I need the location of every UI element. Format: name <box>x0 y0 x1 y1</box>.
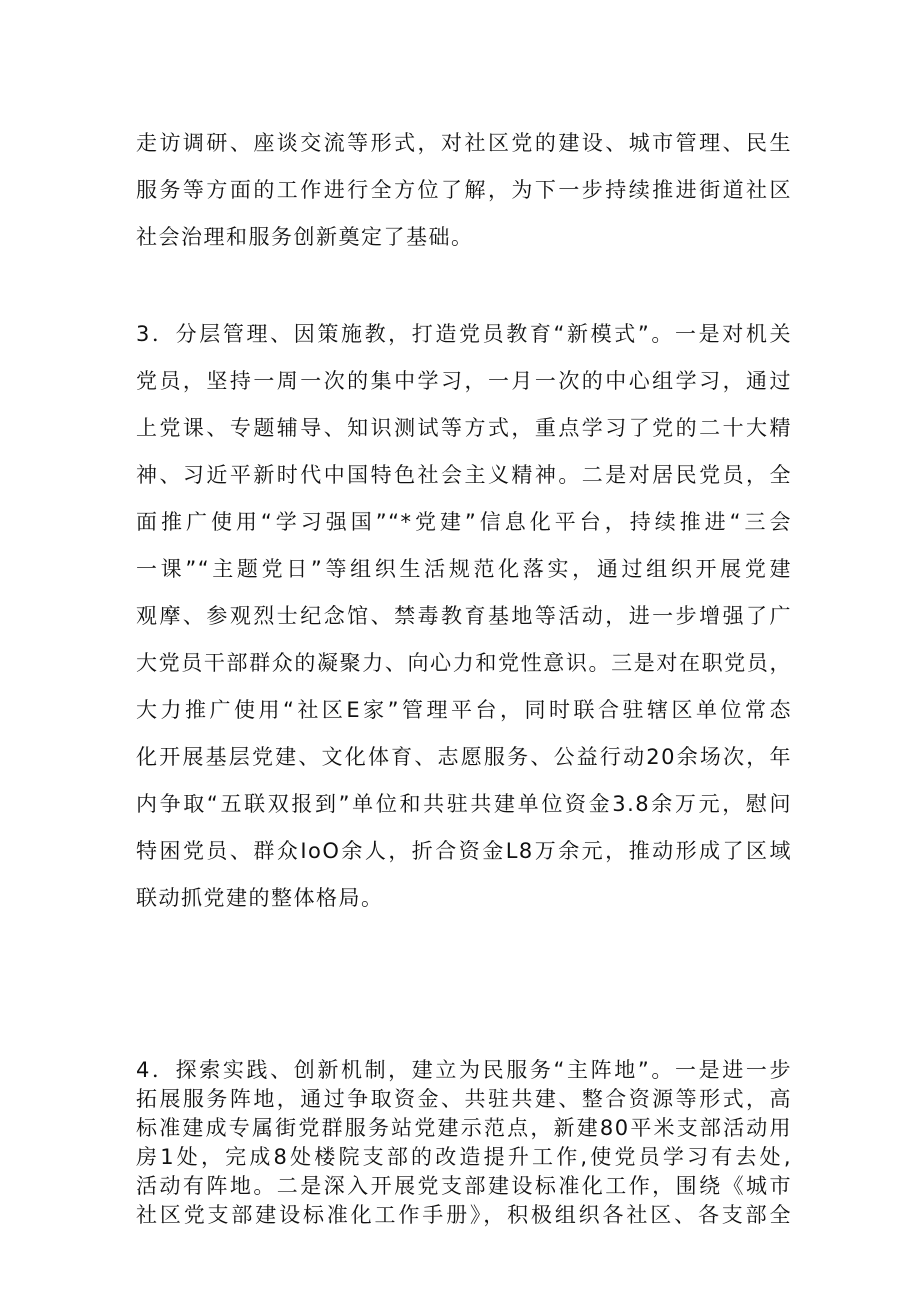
text-line: 联动抓党建的整体格局。 <box>136 886 384 910</box>
text-line: 观摩、参观烈士纪念馆、禁毒教育基地等活动，进一步增强了广 <box>136 604 792 628</box>
text-line: 服务等方面的工作进行全方位了解，为下一步持续推进街道社区 <box>136 178 792 202</box>
text-line: 拓展服务阵地，通过争取资金、共驻共建、整合资源等形式，高 <box>136 1087 792 1111</box>
text-line: 社会治理和服务创新奠定了基础。 <box>136 225 474 249</box>
text-line: 一课”“主题党日”等组织生活规范化落实，通过组织开展党建 <box>136 557 792 581</box>
text-line: 3．分层管理、因策施教，打造党员教育“新模式”。一是对机关 <box>136 322 792 346</box>
paragraph-3 <box>136 1056 792 1230</box>
text-line: 内争取“五联双报到”单位和共驻共建单位资金3.8余万元，慰问 <box>136 792 792 816</box>
text-line: 化开展基层党建、文化体育、志愿服务、公益行动20余场次，年 <box>136 745 792 769</box>
text-line: 走访调研、座谈交流等形式，对社区党的建设、城市管理、民生 <box>136 131 792 155</box>
paragraph-2 <box>136 311 792 922</box>
text-line: 面推广使用“学习强国”“*党建”信息化平台，持续推进“三会 <box>136 510 792 534</box>
text-line: 4．探索实践、创新机制，建立为民服务“主阵地”。一是进一步 <box>136 1058 792 1082</box>
text-line: 上党课、专题辅导、知识测试等方式，重点学习了党的二十大精 <box>136 416 792 440</box>
text-line: 标准建成专属街党群服务站党建示范点，新建80平米支部活动用 <box>136 1116 792 1140</box>
text-line: 大党员干部群众的凝聚力、向心力和党性意识。三是对在职党员， <box>136 651 792 675</box>
paragraph-1 <box>136 120 792 261</box>
text-line: 社区党支部建设标准化工作手册》，积极组织各社区、各支部全 <box>136 1203 792 1227</box>
text-line: 活动有阵地。二是深入开展党支部建设标准化工作，围绕《城市 <box>136 1174 792 1198</box>
text-line: 特困党员、群众IoO余人，折合资金L8万余元，推动形成了区域 <box>136 839 792 863</box>
text-line: 房1处，完成8处楼院支部的改造提升工作,使党员学习有去处, <box>136 1145 792 1169</box>
text-line: 党员，坚持一周一次的集中学习，一月一次的中心组学习，通过 <box>136 369 792 393</box>
text-line: 大力推广使用“社区E家”管理平台，同时联合驻辖区单位常态 <box>136 698 792 722</box>
text-line: 神、习近平新时代中国特色社会主义精神。二是对居民党员，全 <box>136 463 792 487</box>
